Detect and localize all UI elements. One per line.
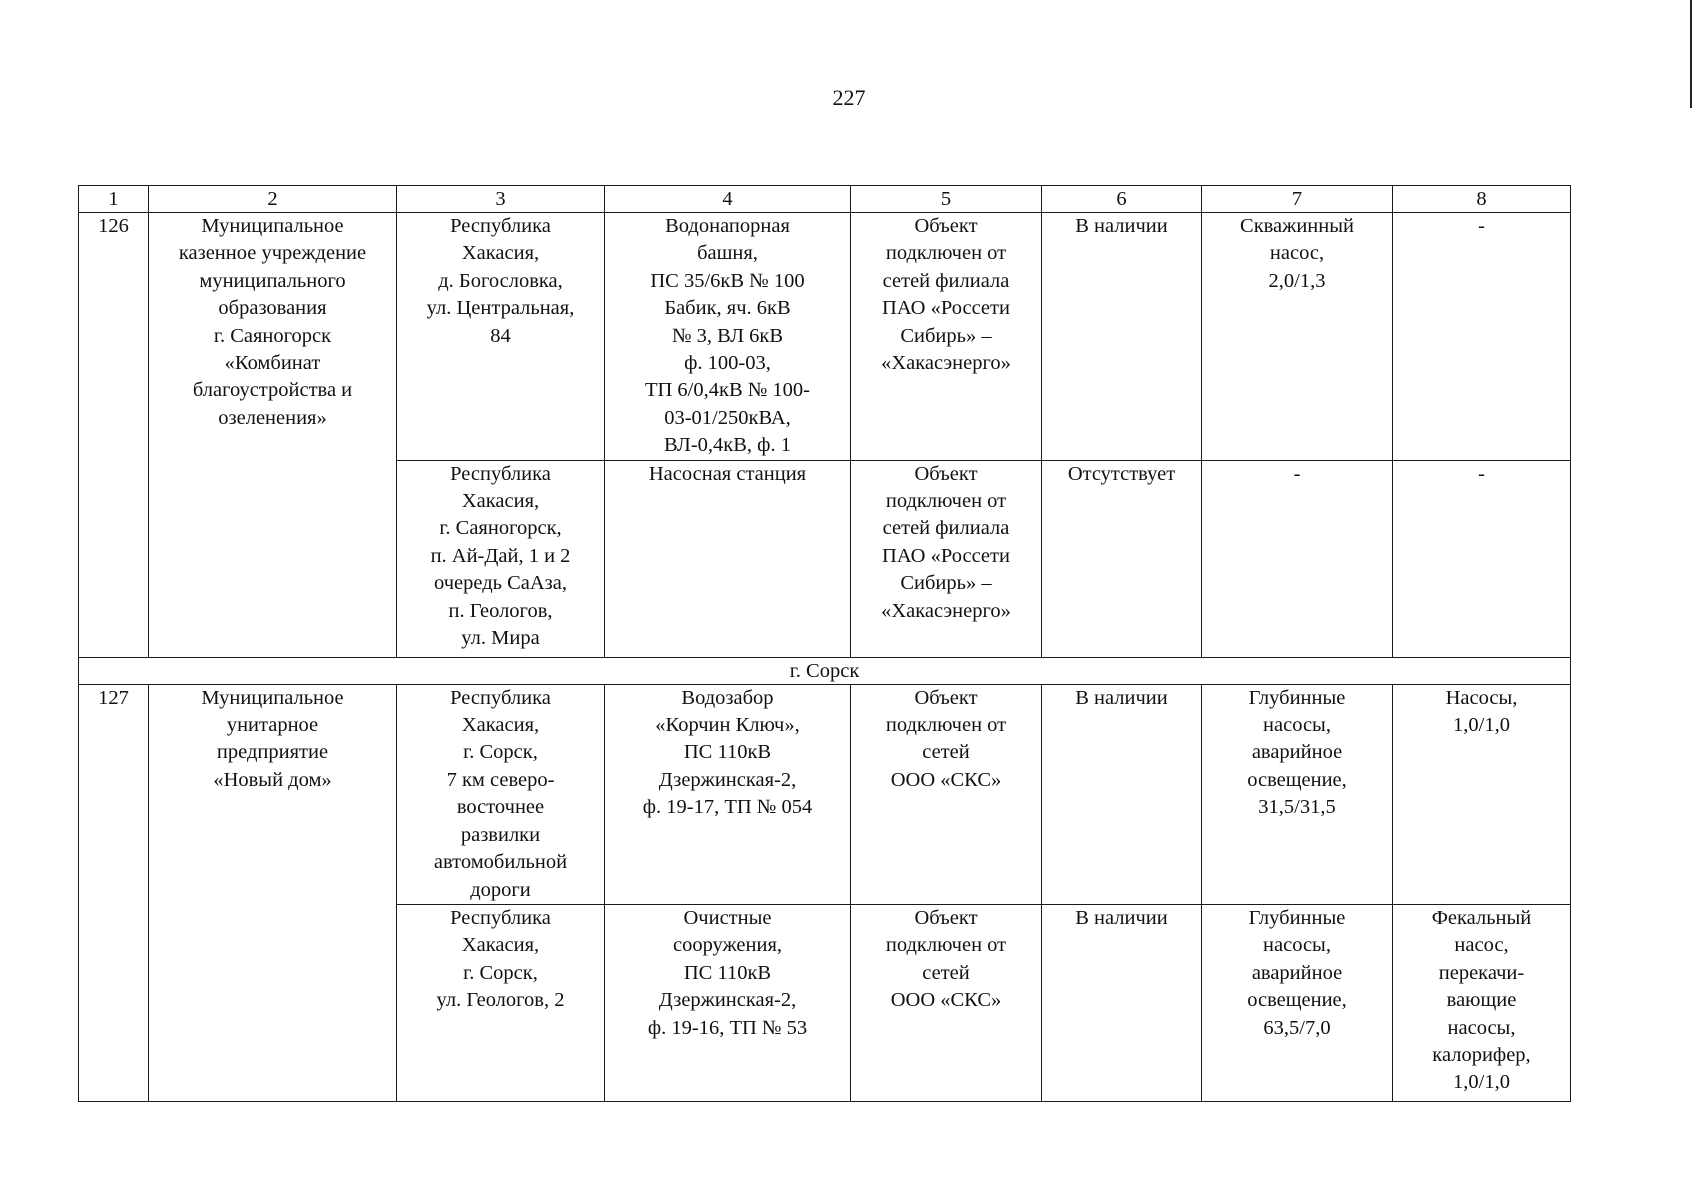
table-row xyxy=(79,684,1571,904)
other-equipment-cell: - xyxy=(1393,460,1571,657)
column-number: 1 xyxy=(79,186,149,213)
column-number: 4 xyxy=(605,186,851,213)
availability-cell: Отсутствует xyxy=(1042,460,1202,657)
availability-cell: В наличии xyxy=(1042,213,1202,461)
address-cell: Республика Хакасия, г. Сорск, ул. Геологов, 2 xyxy=(397,904,605,1101)
row-number: 126 xyxy=(79,213,149,658)
connection-cell: Объект подключен от сетей ООО «СКС» xyxy=(851,904,1042,1101)
column-number: 6 xyxy=(1042,186,1202,213)
table-row xyxy=(79,213,1571,461)
object-cell: Водонапорная башня, ПС 35/6кВ № 100 Бабик, яч. 6кВ № 3, ВЛ 6кВ ф. 100-03, ТП 6/0,4кВ № 100- 03-01/250кВА, ВЛ-0,4кВ, ф. 1 xyxy=(605,213,851,461)
organization-cell: Муниципальное казенное учреждение муниципального образования г. Саяногорск «Комбинат благоустройства и озеленения» xyxy=(149,213,397,658)
object-cell: Насосная станция xyxy=(605,460,851,657)
organization-cell: Муниципальное унитарное предприятие «Новый дом» xyxy=(149,684,397,1101)
column-number-row xyxy=(79,186,1571,213)
column-number: 5 xyxy=(851,186,1042,213)
utility-objects-table xyxy=(78,185,1571,1102)
equipment-cell: Глубинные насосы, аварийное освещение, 31,5/31,5 xyxy=(1202,684,1393,904)
column-number: 2 xyxy=(149,186,397,213)
object-cell: Водозабор «Корчин Ключ», ПС 110кВ Дзержинская-2, ф. 19-17, ТП № 054 xyxy=(605,684,851,904)
address-cell: Республика Хакасия, г. Саяногорск, п. Ай-Дай, 1 и 2 очередь СаАза, п. Геологов, ул. Мира xyxy=(397,460,605,657)
equipment-cell: Скважинный насос, 2,0/1,3 xyxy=(1202,213,1393,461)
equipment-cell: - xyxy=(1202,460,1393,657)
availability-cell: В наличии xyxy=(1042,684,1202,904)
connection-cell: Объект подключен от сетей ООО «СКС» xyxy=(851,684,1042,904)
section-row xyxy=(79,657,1571,684)
column-number: 8 xyxy=(1393,186,1571,213)
column-number: 7 xyxy=(1202,186,1393,213)
connection-cell: Объект подключен от сетей филиала ПАО «Россети Сибирь» – «Хакасэнерго» xyxy=(851,460,1042,657)
row-number: 127 xyxy=(79,684,149,1101)
availability-cell: В наличии xyxy=(1042,904,1202,1101)
section-heading: г. Сорск xyxy=(79,657,1571,684)
other-equipment-cell: - xyxy=(1393,213,1571,461)
column-number: 3 xyxy=(397,186,605,213)
address-cell: Республика Хакасия, г. Сорск, 7 км северо- восточнее развилки автомобильной дороги xyxy=(397,684,605,904)
connection-cell: Объект подключен от сетей филиала ПАО «Россети Сибирь» – «Хакасэнерго» xyxy=(851,213,1042,461)
other-equipment-cell: Насосы, 1,0/1,0 xyxy=(1393,684,1571,904)
page-number: 227 xyxy=(832,85,866,110)
object-cell: Очистные сооружения, ПС 110кВ Дзержинская-2, ф. 19-16, ТП № 53 xyxy=(605,904,851,1101)
equipment-cell: Глубинные насосы, аварийное освещение, 63,5/7,0 xyxy=(1202,904,1393,1101)
other-equipment-cell: Фекальный насос, перекачи- вающие насосы, калорифер, 1,0/1,0 xyxy=(1393,904,1571,1101)
address-cell: Республика Хакасия, д. Богословка, ул. Центральная, 84 xyxy=(397,213,605,461)
